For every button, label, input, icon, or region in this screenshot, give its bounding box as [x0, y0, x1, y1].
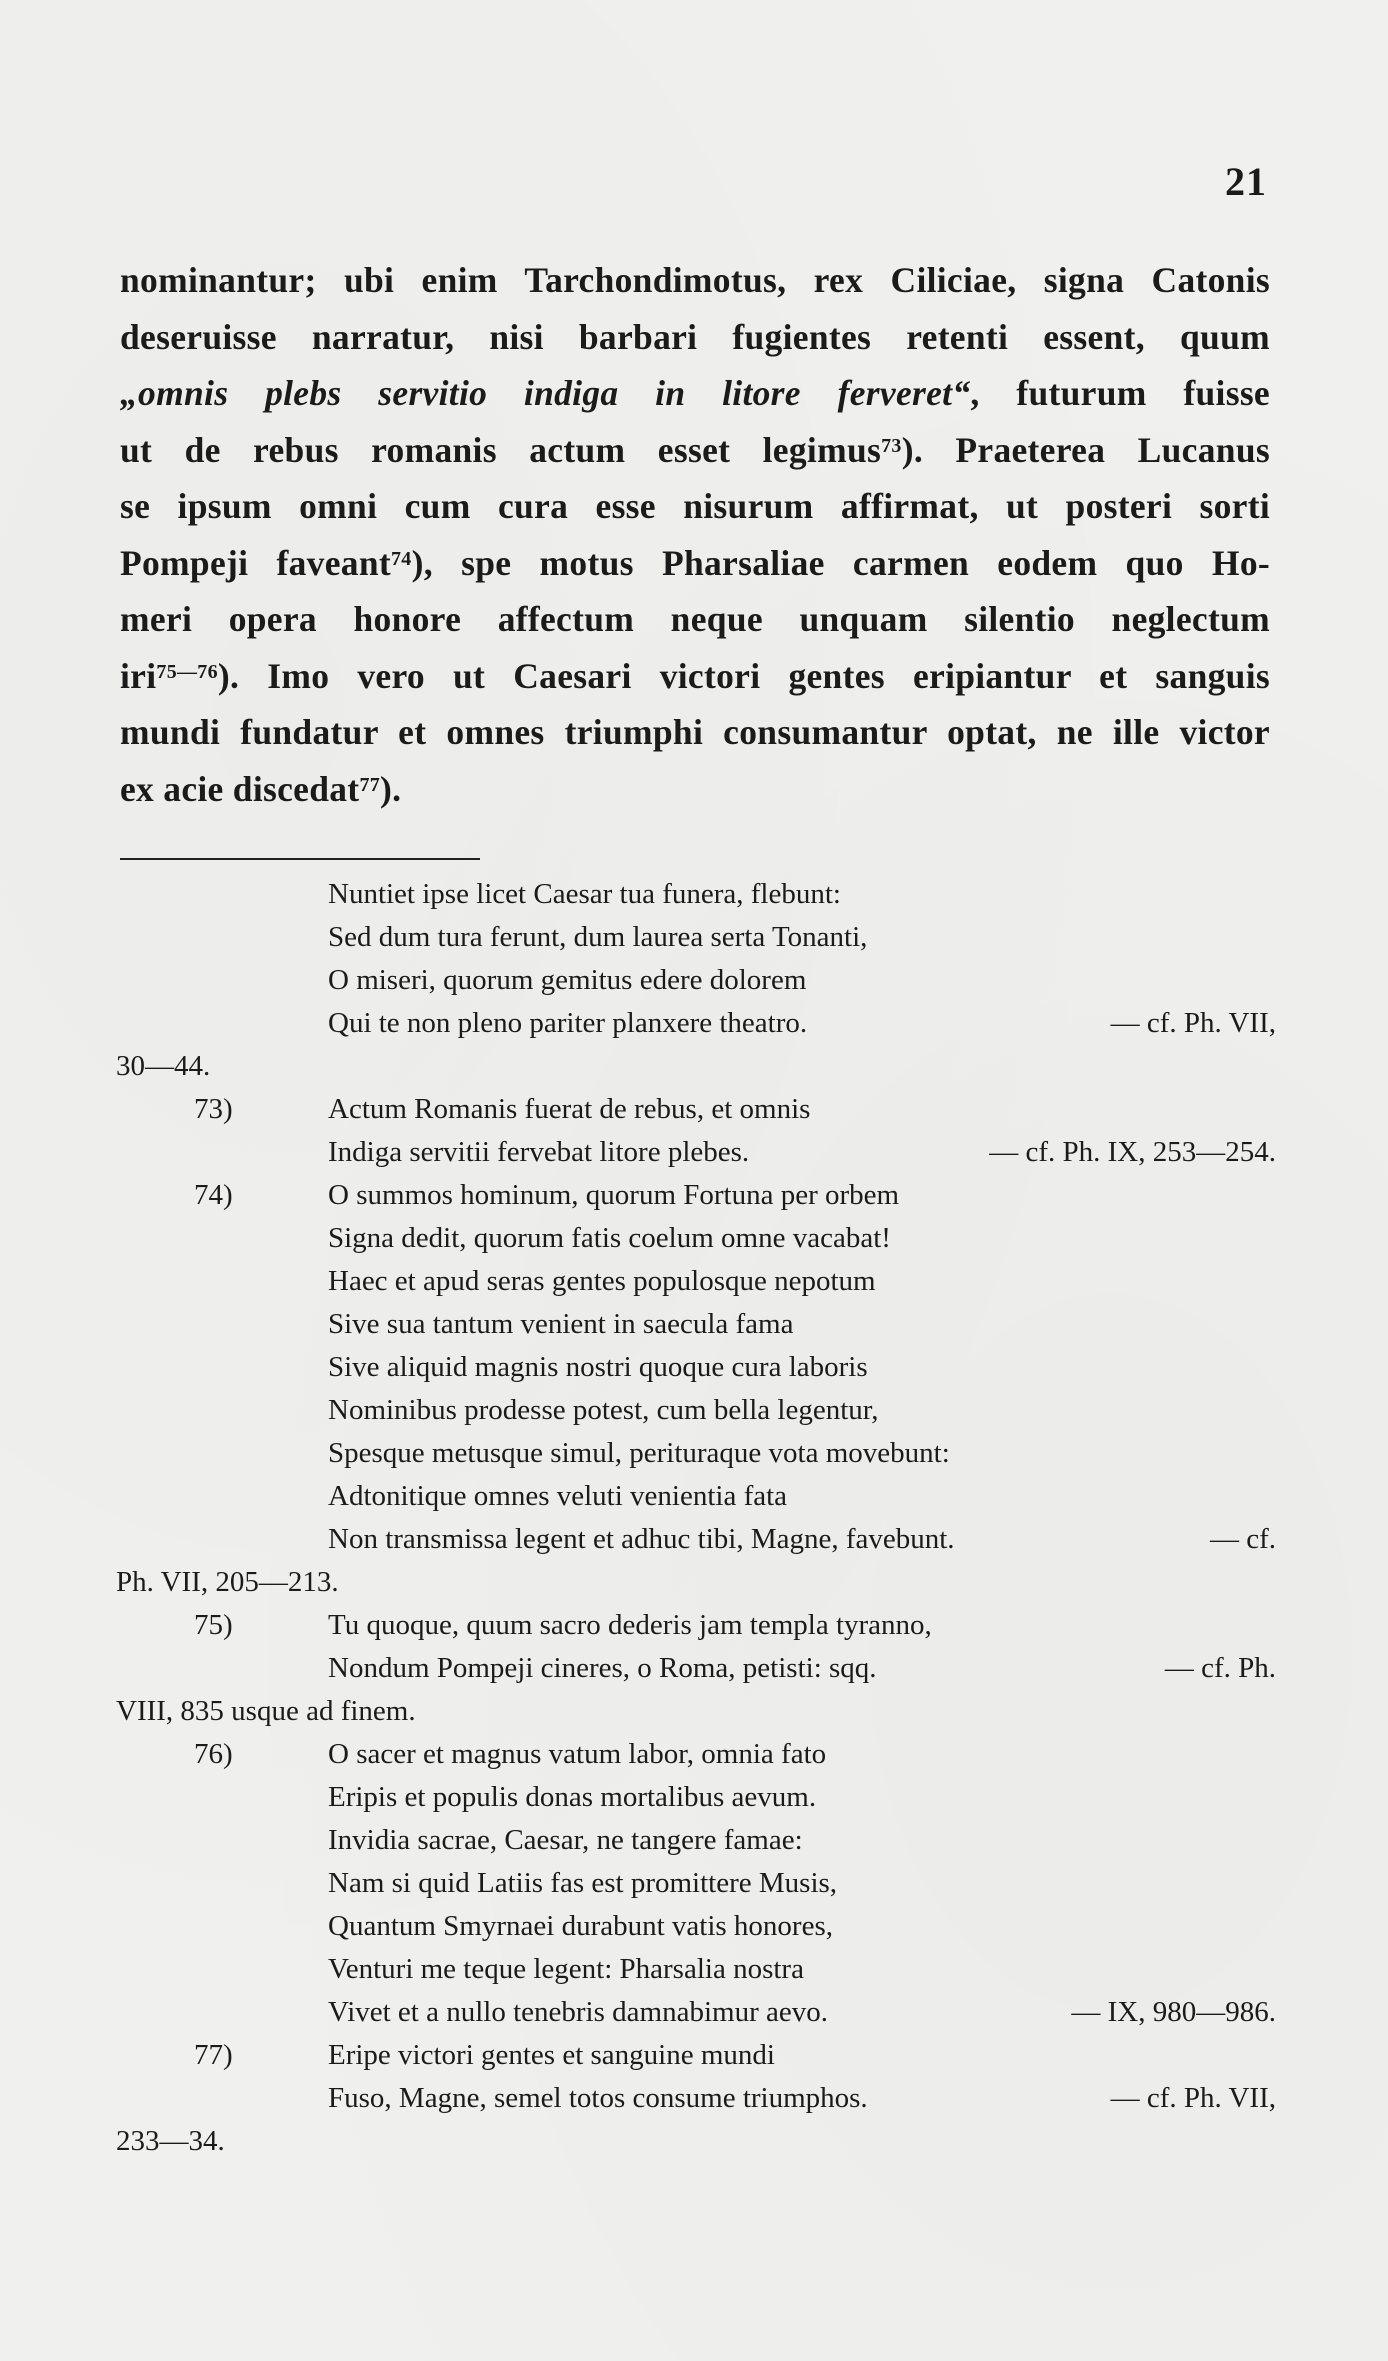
verse: Vivet et a nullo tenebris damnabimur aevo. [328, 1996, 828, 2028]
verse: O summos hominum, quorum Fortuna per orbem [328, 1179, 900, 1211]
footnote-line [116, 1948, 1276, 1991]
footnote-line [116, 1432, 1276, 1475]
footnote-line [116, 1002, 1276, 1045]
text-line [120, 422, 1270, 479]
footnote-number: 74) [194, 1179, 233, 1211]
footnote-line [116, 916, 1276, 959]
footnote-line [116, 959, 1276, 1002]
footnote-line [116, 1088, 1276, 1131]
verse: Nominibus prodesse potest, cum bella legentur, [328, 1394, 879, 1426]
citation: — cf. Ph. VII, [1110, 1007, 1276, 1039]
citation: — cf. Ph. [1164, 1652, 1276, 1684]
footnote-line [116, 2077, 1276, 2120]
text-fragment: , futurum fuisse [970, 373, 1270, 413]
verse: Sed dum tura ferunt, dum laurea serta Tonanti, [328, 921, 868, 953]
verse: Quantum Smyrnaei durabunt vatis honores, [328, 1910, 833, 1942]
verse: Nam si quid Latiis fas est promittere Musis, [328, 1867, 838, 1899]
text-fragment: ). Imo vero ut Caesari victori gentes eripiantur et sanguis [217, 655, 1270, 696]
verse: Invidia sacrae, Caesar, ne tangere famae: [328, 1824, 803, 1856]
citation: — IX, 980—986. [1071, 1996, 1276, 2028]
text-line [120, 761, 1270, 818]
verse: Haec et apud seras gentes populosque nepotum [328, 1265, 876, 1297]
text-fragment: ). Praeterea Lucanus [901, 429, 1270, 470]
footnote-line [116, 1045, 1276, 1088]
footnote-line [116, 1776, 1276, 1819]
citation-continuation: 233—34. [116, 2125, 225, 2157]
text-fragment: ut de rebus romanis actum esset legimus [120, 429, 882, 470]
footnote-line [116, 1647, 1276, 1690]
footnote-number: 73) [194, 1093, 233, 1125]
citation: — cf. Ph. VII, [1110, 2082, 1276, 2114]
citation: — cf. Ph. IX, 253—254. [989, 1136, 1276, 1168]
footnote-line [116, 1174, 1276, 1217]
verse: Eripis et populis donas mortalibus aevum. [328, 1781, 817, 1813]
text-fragment: ), spe motus Pharsaliae carmen eodem quo Ho- [411, 542, 1270, 583]
quotation-italic: „omnis plebs servitio indiga in litore ferveret“ [120, 373, 971, 413]
verse: Spesque metusque simul, perituraque vota movebunt: [328, 1437, 950, 1469]
footnote-number: 76) [194, 1738, 233, 1770]
footnote-line [116, 1131, 1276, 1174]
footnotes [116, 873, 1276, 2163]
text-fragment: ). [380, 768, 402, 809]
verse: Qui te non pleno pariter planxere theatro. [328, 1007, 808, 1039]
footnote-line [116, 1561, 1276, 1604]
citation-continuation: VIII, 835 usque ad finem. [116, 1695, 416, 1727]
footnote-line [116, 1346, 1276, 1389]
verse: Fuso, Magne, semel totos consume triumphos. [328, 2082, 868, 2114]
text-fragment: Pompeji faveant [120, 542, 391, 583]
verse: Sive sua tantum venient in saecula fama [328, 1308, 794, 1340]
footnote-number: 77) [194, 2039, 233, 2071]
verse: Adtonitique omnes veluti venientia fata [328, 1480, 788, 1512]
verse: Nondum Pompeji cineres, o Roma, petisti: sqq. [328, 1652, 877, 1684]
text-line: mundi fundatur et omnes triumphi consumantur optat, ne ille victor [120, 712, 1270, 752]
verse: Eripe victori gentes et sanguine mundi [328, 2039, 775, 2071]
verse: Sive aliquid magnis nostri quoque cura laboris [328, 1351, 868, 1383]
main-paragraph [120, 252, 1270, 817]
footnote-ref-77[interactable]: 77 [359, 773, 381, 796]
footnote-line [116, 2120, 1276, 2163]
verse: Non transmissa legent et adhuc tibi, Magne, favebunt. [328, 1523, 955, 1555]
text-line: nominantur; ubi enim Tarchondimotus, rex Ciliciae, signa Catonis [120, 260, 1270, 300]
text-line [120, 535, 1270, 592]
verse: O miseri, quorum gemitus edere dolorem [328, 964, 807, 996]
footnote-line [116, 1733, 1276, 1776]
text-fragment: iri [120, 655, 157, 696]
text-line: meri opera honore affectum neque unquam silentio neglectum [120, 599, 1270, 639]
footnote-line [116, 1303, 1276, 1346]
footnote-line [116, 1260, 1276, 1303]
footnote-line [116, 2034, 1276, 2077]
text-fragment: ex acie discedat [120, 768, 360, 809]
footnote-line [116, 1518, 1276, 1561]
citation: — cf. [1209, 1523, 1276, 1555]
citation-continuation: 30—44. [116, 1050, 211, 1082]
citation-continuation: Ph. VII, 205—213. [116, 1566, 339, 1598]
footnote-divider [120, 858, 480, 860]
text-line [120, 648, 1270, 705]
footnote-line [116, 1217, 1276, 1260]
footnote-line [116, 1905, 1276, 1948]
text-line: se ipsum omni cum cura esse nisurum affirmat, ut posteri sorti [120, 486, 1270, 526]
verse: Venturi me teque legent: Pharsalia nostra [328, 1953, 804, 1985]
footnote-number: 75) [194, 1609, 233, 1641]
verse: Signa dedit, quorum fatis coelum omne vacabat! [328, 1222, 891, 1254]
footnote-line [116, 1389, 1276, 1432]
page-number: 21 [1225, 159, 1267, 204]
footnote-line [116, 1819, 1276, 1862]
text-line [120, 365, 1270, 422]
footnote-line [116, 1991, 1276, 2034]
footnote-line [116, 873, 1276, 916]
footnote-line [116, 1862, 1276, 1905]
verse: Actum Romanis fuerat de rebus, et omnis [328, 1093, 811, 1125]
footnote-ref-73[interactable]: 73 [881, 434, 902, 457]
footnote-line [116, 1690, 1276, 1733]
text-line: deseruisse narratur, nisi barbari fugientes retenti essent, quum [120, 316, 1270, 357]
verse: Tu quoque, quum sacro dederis jam templa tyranno, [328, 1609, 932, 1641]
footnote-ref-75-76[interactable]: 75—76 [156, 660, 218, 683]
verse: O sacer et magnus vatum labor, omnia fato [328, 1738, 827, 1770]
footnote-ref-74[interactable]: 74 [391, 547, 412, 570]
footnote-line [116, 1604, 1276, 1647]
footnote-line [116, 1475, 1276, 1518]
verse: Indiga servitii fervebat litore plebes. [328, 1136, 750, 1168]
verse: Nuntiet ipse licet Caesar tua funera, flebunt: [328, 878, 841, 910]
